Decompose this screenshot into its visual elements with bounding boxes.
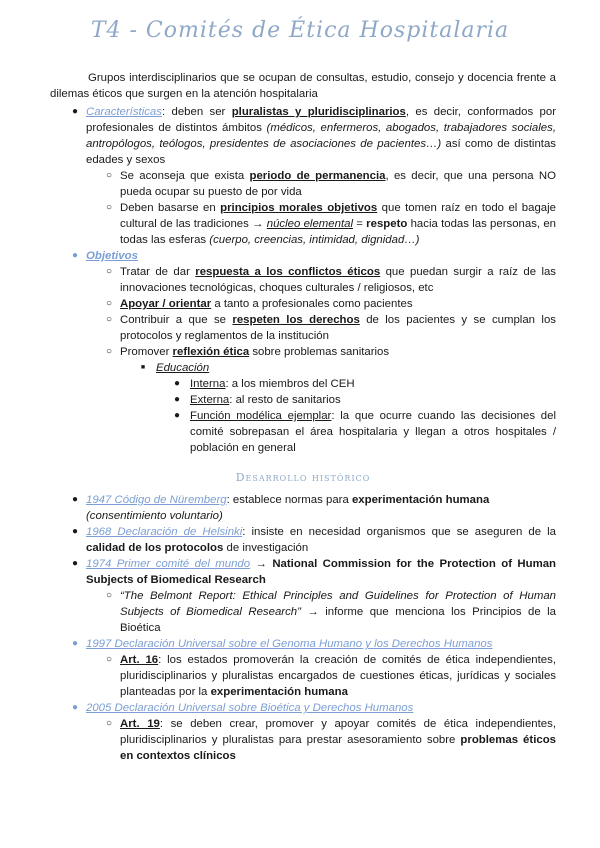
list-item-objetivo-2 bbox=[50, 296, 556, 312]
circle-bullet-icon: ○ bbox=[105, 718, 113, 729]
bold-text: respuesta a los conflictos éticos bbox=[195, 266, 381, 278]
bold-text: respeten los derechos bbox=[232, 314, 360, 326]
list-item-principios bbox=[50, 200, 556, 248]
text: Promover bbox=[120, 346, 173, 358]
text: Tratar de dar bbox=[120, 266, 196, 278]
circle-bullet-icon: ○ bbox=[105, 298, 113, 309]
bullet-icon: ● bbox=[71, 638, 79, 649]
bold-text: National Commission for the Protection of Human Subjects of Biomedical Research bbox=[86, 558, 556, 586]
text: Deben basarse en bbox=[120, 202, 221, 214]
link-2005[interactable]: 2005 Declaración Universal sobre Bioética y Derechos Humanos bbox=[86, 702, 414, 714]
bullet-icon: ● bbox=[173, 410, 181, 421]
link-1974[interactable]: 1974 Primer comité del mundo bbox=[86, 558, 251, 570]
link-1968[interactable]: 1968 Declaración de Helsinki bbox=[86, 526, 243, 538]
bullet-icon: ● bbox=[173, 394, 181, 405]
circle-bullet-icon: ○ bbox=[105, 590, 113, 601]
text: así como de distintas edades y sexos bbox=[86, 138, 556, 166]
intro-paragraph: Grupos interdisciplinarios que se ocupan de consultas, estudio, consejo y docencia frente a dilemas éticos que surgen en la atención hospitalaria bbox=[50, 72, 556, 100]
italic-text: “The Belmont Report: Ethical Principles and Guidelines for Protection of Human Subjects of Biomedical Research” bbox=[120, 590, 556, 618]
square-bullet-icon: ■ bbox=[140, 364, 146, 371]
underlined-text: Interna bbox=[190, 378, 226, 390]
text: Contribuir a que se bbox=[120, 314, 233, 326]
text: : insiste en necesidad organismos que se aseguren de la bbox=[242, 526, 556, 538]
document-body bbox=[50, 70, 556, 764]
italic-text: (consentimiento voluntario) bbox=[86, 510, 223, 522]
bold-text: reflexión ética bbox=[172, 346, 250, 358]
text: = bbox=[352, 218, 367, 230]
italic-text: (cuerpo, creencias, intimidad, dignidad…) bbox=[209, 234, 420, 246]
list-item-externa bbox=[50, 392, 556, 408]
circle-bullet-icon: ○ bbox=[105, 314, 113, 325]
bold-text: experimentación humana bbox=[351, 494, 490, 506]
list-item-1947 bbox=[50, 492, 556, 524]
bullet-icon: ● bbox=[71, 494, 79, 505]
list-item-1968 bbox=[50, 524, 556, 556]
bold-text: principios morales objetivos bbox=[220, 202, 378, 214]
bold-text: Apoyar / orientar bbox=[120, 298, 212, 310]
link-1997[interactable]: 1997 Declaración Universal sobre el Genoma Humano y los Derechos Humanos bbox=[86, 638, 493, 650]
bullet-icon: ● bbox=[71, 250, 79, 261]
text: : al resto de sanitarios bbox=[229, 394, 341, 406]
text: : se deben crear, promover y apoyar comités de ética independientes, pluridisciplinarios y pluralistas para prestar asesoramiento sobre bbox=[120, 718, 556, 746]
text: , es decir, conformados por profesionales de distintos ámbitos bbox=[86, 106, 556, 134]
text: → informe que menciona los Principios de la Bioética bbox=[120, 606, 557, 634]
list-item-interna bbox=[50, 376, 556, 392]
list-item-educacion bbox=[50, 360, 556, 376]
list-item-2005 bbox=[50, 700, 556, 716]
bold-text: Art. 19 bbox=[120, 718, 160, 730]
text: : establece normas para bbox=[226, 494, 352, 506]
underlined-text: Externa bbox=[190, 394, 230, 406]
text: hacia todas las personas, en todas las esferas bbox=[120, 218, 556, 246]
bold-text: pluralistas y pluridisciplinarios bbox=[231, 106, 406, 118]
text: sobre problemas sanitarios bbox=[249, 346, 390, 358]
section-title: Desarrollo histórico bbox=[235, 471, 371, 484]
text: : deben ser bbox=[161, 106, 232, 118]
bullet-icon: ● bbox=[71, 702, 79, 713]
bullet-icon: ● bbox=[71, 106, 79, 117]
underlined-italic-text: Educación bbox=[156, 362, 210, 374]
text: de los pacientes y se cumplan los protocolos y reglamentos de la institución bbox=[120, 314, 556, 342]
list-item-permanencia bbox=[50, 168, 556, 200]
circle-bullet-icon: ○ bbox=[105, 202, 113, 213]
list-item-1974 bbox=[50, 556, 556, 588]
text: que puedan surgir a raíz de las innovaciones tecnológicas, choques culturales / religiosos, etc bbox=[120, 266, 557, 294]
bold-text: experimentación humana bbox=[210, 686, 348, 698]
bold-text: respeto bbox=[366, 218, 408, 230]
text: que tomen raíz en todo el bagaje cultural de las tradiciones → bbox=[120, 202, 556, 230]
list-item-objetivo-3 bbox=[50, 312, 556, 344]
bold-text: problemas éticos en contextos clínicos bbox=[120, 734, 556, 762]
underlined-italic-text: núcleo elemental bbox=[266, 218, 353, 230]
text: : la que ocurre cuando las decisiones del comité sobrepasan el área hospitalaria y llegan a otros hospitales / población en general bbox=[190, 410, 557, 454]
list-item-funcion-modelica bbox=[50, 408, 556, 456]
bullet-icon: ● bbox=[71, 558, 79, 569]
circle-bullet-icon: ○ bbox=[105, 266, 113, 277]
bold-text: periodo de permanencia bbox=[249, 170, 386, 182]
list-item-objetivos bbox=[50, 248, 556, 264]
bold-text: calidad de los protocolos bbox=[86, 542, 224, 554]
page-title: T4 - Comités de Ética Hospitalaria bbox=[90, 18, 510, 43]
italic-text: (médicos, enfermeros, abogados, trabajadores sociales, antropólogos, teólogos, presidentes de asociaciones de pacientes…) bbox=[86, 122, 556, 150]
circle-bullet-icon: ○ bbox=[105, 346, 113, 357]
list-item-belmont bbox=[50, 588, 556, 636]
bullet-icon: ● bbox=[173, 378, 181, 389]
circle-bullet-icon: ○ bbox=[105, 170, 113, 181]
list-item-objetivo-4 bbox=[50, 344, 556, 360]
text: , es decir, que una persona NO pueda ocupar su puesto de por vida bbox=[120, 170, 556, 198]
circle-bullet-icon: ○ bbox=[105, 654, 113, 665]
list-item-caracteristicas bbox=[50, 104, 556, 168]
text: a tanto a profesionales como pacientes bbox=[211, 298, 413, 310]
list-item-objetivo-1 bbox=[50, 264, 556, 296]
text: de investigación bbox=[223, 542, 309, 554]
text: : los estados promoverán la creación de comités de ética independientes, pluridisciplinarios y pluralistas encargados de cuestiones éticas, jurídicas y sociales planteadas por la bbox=[120, 654, 557, 698]
heading-caracteristicas: Características bbox=[86, 106, 162, 118]
list-item-1997 bbox=[50, 636, 556, 652]
list-item-art19 bbox=[50, 716, 556, 764]
text: → bbox=[250, 558, 273, 570]
heading-objetivos: Objetivos bbox=[86, 250, 138, 262]
text: Se aconseja que exista bbox=[120, 170, 250, 182]
bold-text: Art. 16 bbox=[120, 654, 159, 666]
underlined-text: Función modélica ejemplar bbox=[190, 410, 332, 422]
link-1947[interactable]: 1947 Código de Nüremberg bbox=[86, 494, 227, 506]
list-item-art16 bbox=[50, 652, 556, 700]
text: : a los miembros del CEH bbox=[225, 378, 355, 390]
bullet-icon: ● bbox=[71, 526, 79, 537]
